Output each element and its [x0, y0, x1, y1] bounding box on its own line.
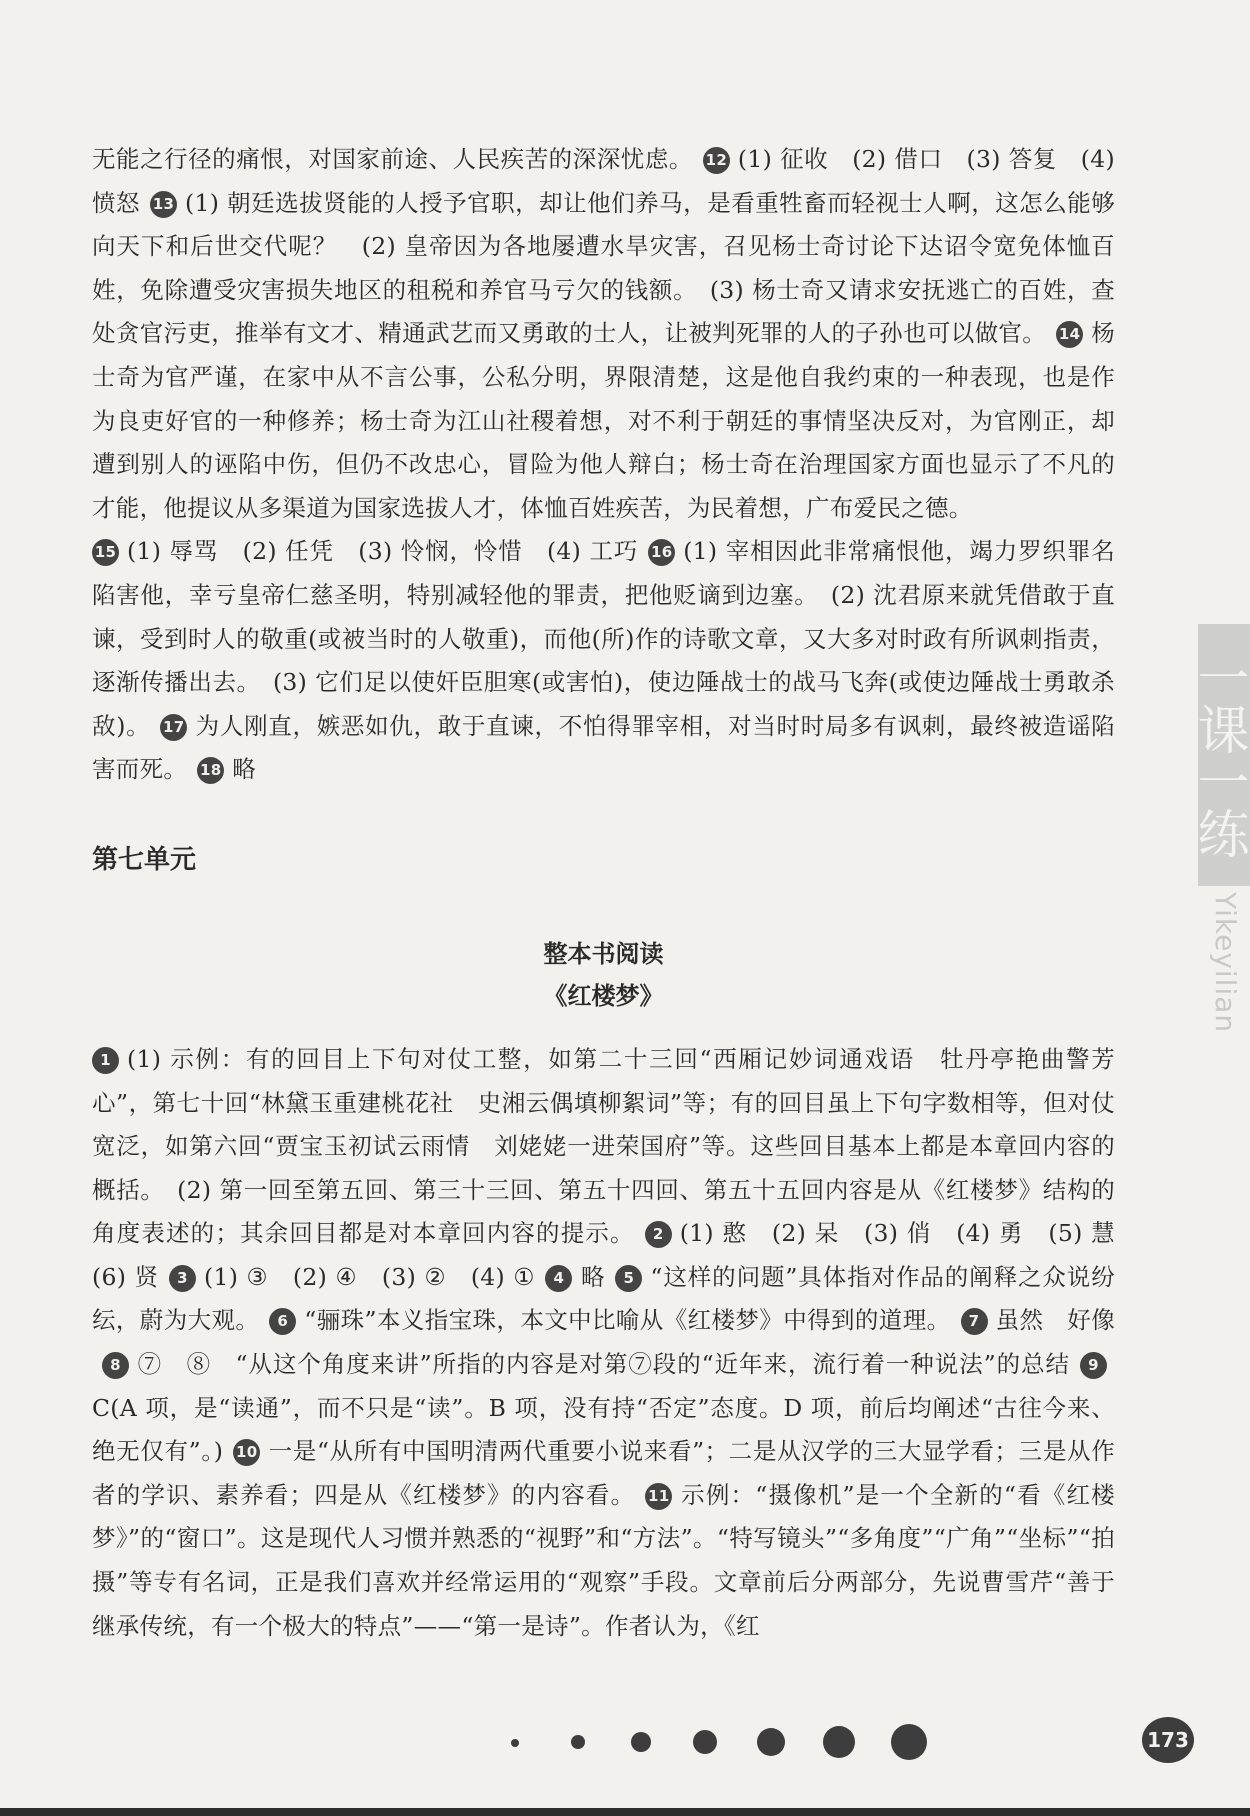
answer-text: (1) ③ (2) ④ (3) ② (4) ① — [203, 1262, 536, 1291]
page-dots — [511, 1722, 1201, 1762]
dot-icon — [631, 1732, 651, 1752]
answer-text: 略 — [580, 1262, 606, 1291]
question-number-badge: 13 — [150, 191, 177, 218]
bottom-border — [0, 1808, 1250, 1816]
question-number-badge: 5 — [615, 1265, 642, 1292]
answer-text: 为人刚直，嫉恶如仇，敢于直谏，不怕得罪宰相，对当时时局多有讽刺，最终被造谣陷害而死。 — [92, 711, 1115, 784]
question-number-badge: 1 — [92, 1047, 119, 1074]
answer-paragraph-prev-2 — [92, 530, 1115, 792]
side-tab: 一课一练 — [1198, 624, 1250, 886]
dot-icon — [693, 1730, 717, 1754]
question-number-badge: 8 — [102, 1352, 129, 1379]
answer-text: (1) 宰相因此非常痛恨他，竭力罗织罪名陷害他，幸亏皇帝仁慈圣明，特别减轻他的罪责，把他贬谪到边塞。 (2) 沈君原来就凭借敢于直谏，受到时人的敬重(或被当时的人敬重)，而他(所)作的诗歌文章，又大多对时政有所讽刺指责，逐渐传播出去。 (3) 它们足以使奸臣胆寒(或害怕)，使边陲战士的战马飞奔(或使边陲战士勇敢杀敌)。 — [92, 537, 1115, 740]
unit-title: 第七单元 — [92, 844, 197, 875]
side-brand: Yikeyilian — [1209, 892, 1242, 1034]
book-title: 《红楼梦》 — [543, 980, 664, 1010]
answer-text: 示例：“摄像机”是一个全新的“看《红楼梦》”的“窗口”。这是现代人习惯并熟悉的“视野”和“方法”。“特写镜头”“多角度”“广角”“坐标”“拍摄”等专有名词，正是我们喜欢并经常运用的“观察”手段。文章前后分两部分，先说曹雪芹“善于继承传统，有一个极大的特点”——“第一是诗”。作者认为，《红 — [92, 1480, 1115, 1640]
question-number-badge: 11 — [645, 1483, 672, 1510]
question-number-badge: 6 — [269, 1308, 296, 1335]
question-number-badge: 9 — [1080, 1352, 1107, 1379]
answer-text: 一是“从所有中国明清两代重要小说来看”；二是从汉学的三大显学看；三是从作者的学识、素养看；四是从《红楼梦》的内容看。 — [92, 1437, 1115, 1509]
dot-icon — [571, 1735, 585, 1749]
answer-text: ⑦ ⑧ “从这个角度来讲”所指的内容是对第⑦段的“近年来，流行着一种说法”的总结 — [137, 1350, 1070, 1379]
answer-text: (1) 辱骂 (2) 任凭 (3) 怜悯，怜惜 (4) 工巧 — [127, 537, 639, 566]
answer-text: (1) 示例：有的回目上下句对仗工整，如第二十三回“西厢记妙词通戏语 牡丹亭艳曲警芳心”，第七十回“林黛玉重建桃花社 史湘云偶填柳絮词”等；有的回目虽上下句字数相等，但对仗宽泛，如第六回“贾宝玉初试云雨情 刘姥姥一进荣国府”等。这些回目基本上都是本章回内容的概括。 (2) 第一回至第五回、第三十三回、第五十四回、第五十五回内容是从《红楼梦》结构的角度表述的；其余回目都是对本章回内容的提示。 — [92, 1044, 1115, 1248]
dot-icon — [511, 1739, 519, 1747]
section-title: 整本书阅读 — [543, 938, 664, 968]
answer-text: 略 — [232, 755, 257, 784]
answer-text: 杨士奇为官严谨，在家中从不言公事，公私分明，界限清楚，这是他自我约束的一种表现，也是作为良吏好官的一种修养；杨士奇为江山社稷着想，对不利于朝廷的事情坚决反对，为官刚正，却遭到别人的诬陷中伤，但仍不改忠心，冒险为他人辩白；杨士奇在治理国家方面也显示了不凡的才能，他提议从多渠道为国家选拔人才，体恤百姓疾苦，为民着想，广布爱民之德。 — [92, 319, 1115, 522]
answer-text: (1) 征收 (2) 借口 (3) 答复 (4) 愤怒 — [92, 145, 1115, 217]
answer-content — [92, 138, 1139, 1648]
question-number-badge: 18 — [197, 757, 224, 784]
question-number-badge: 10 — [233, 1439, 260, 1466]
question-number-badge: 17 — [160, 714, 187, 741]
question-number-badge: 12 — [703, 147, 730, 174]
question-number-badge: 7 — [961, 1308, 988, 1335]
answer-text: 虽然 好像 — [995, 1306, 1115, 1335]
question-number-badge: 3 — [169, 1265, 196, 1292]
answer-text: “这样的问题”具体指对作品的阐释之众说纷纭，蔚为大观。 — [92, 1262, 1116, 1335]
dot-icon — [891, 1724, 927, 1760]
answer-paragraph-main — [92, 1038, 1139, 1648]
answer-text: (1) 朝廷选拔贤能的人授予官职，却让他们养马，是看重牲畜而轻视士人啊，这怎么能够向天下和后世交代呢？ (2) 皇帝因为各地屡遭水旱灾害，召见杨士奇讨论下达诏令宽免体恤百姓，免除遭受灾害损失地区的租税和养官马亏欠的钱额。 (3) 杨士奇又请求安抚逃亡的百姓，查处贪官污吏，推举有文才、精通武艺而又勇敢的士人，让被判死罪的人的子孙也可以做官。 — [92, 188, 1115, 348]
answer-text: (1) 憨 (2) 呆 (3) 俏 (4) 勇 (5) 慧 (6) 贤 — [92, 1219, 1139, 1291]
question-number-badge: 16 — [648, 539, 675, 566]
question-number-badge: 4 — [545, 1265, 572, 1292]
question-number-badge: 15 — [92, 539, 119, 566]
answer-paragraph-prev-1 — [92, 138, 1115, 530]
answer-text: 无能之行径的痛恨，对国家前途、人民疾苦的深深忧虑。 — [92, 145, 693, 173]
question-number-badge: 14 — [1056, 321, 1083, 348]
dot-icon — [757, 1728, 785, 1756]
question-number-badge: 2 — [645, 1221, 672, 1248]
answer-text: C(A 项，是“读通”，而不只是“读”。B 项，没有持“否定”态度。D 项，前后均阐述“古往今来、绝无仅有”。) — [92, 1393, 1115, 1466]
page-number: 173 — [1142, 1717, 1194, 1763]
answer-text: “骊珠”本义指宝珠，本文中比喻从《红楼梦》中得到的道理。 — [304, 1306, 951, 1335]
dot-icon — [823, 1726, 855, 1758]
